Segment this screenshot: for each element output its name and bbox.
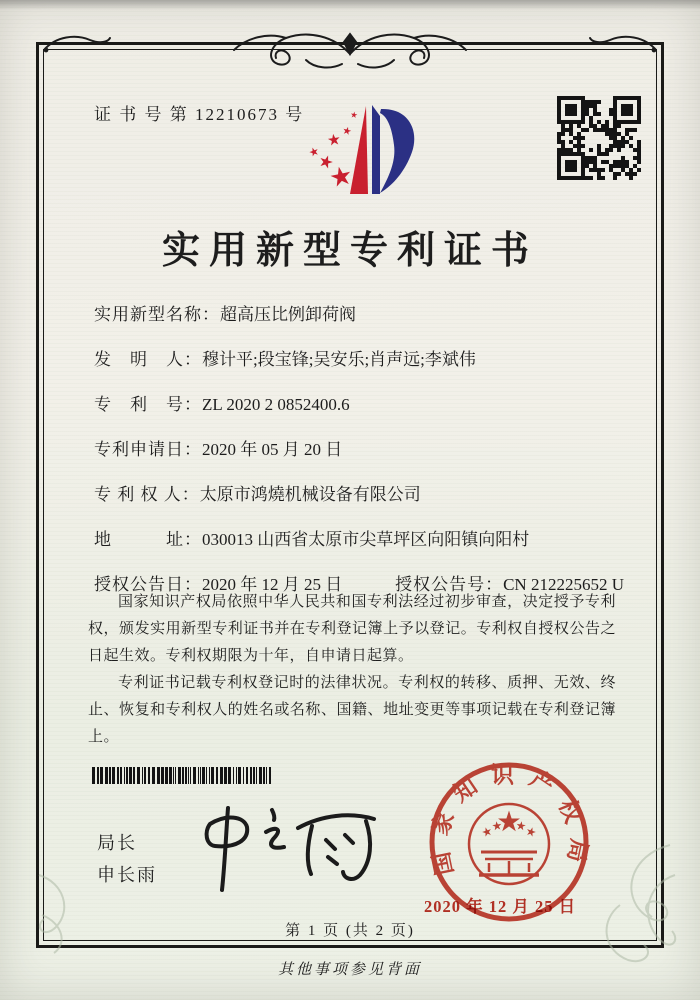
national-emblem-icon [469, 804, 549, 884]
field-inventors [94, 345, 624, 390]
field-label: 专 利 权 人： [94, 485, 200, 504]
field-patent-number [94, 390, 624, 435]
director-signature-icon [198, 802, 383, 894]
field-value: 2020 年 05 月 20 日 [202, 440, 343, 459]
legal-paragraph-2: 专利证书记载专利权登记时的法律状况。专利权的转移、质押、无效、终止、恢复和专利权人的姓名或名称、国籍、地址变更等事项记载在专利登记簿上。 [88, 675, 616, 745]
field-value: 太原市鸿燒机械设备有限公司 [199, 485, 421, 504]
field-label: 专 利 号： [94, 395, 202, 414]
page-indicator: 第 1 页 (共 2 页) [285, 923, 415, 939]
certificate-title: 实用新型专利证书 [161, 230, 538, 272]
field-address [94, 525, 624, 570]
back-note: 其他事项参见背面 [277, 962, 422, 978]
field-label: 专利申请日： [94, 440, 202, 459]
field-label: 实用新型名称： [94, 305, 220, 324]
top-flourish-ornament-icon [230, 20, 470, 78]
qr-code-icon [557, 96, 641, 180]
field-utility-model-name [94, 300, 624, 345]
legal-paragraph-1: 国家知识产权局依照中华人民共和国专利法经过初步审查，决定授予专利权，颁发实用新型专利证书并在专利登记簿上予以登记。专利权自授权公告之日起生效。专利权期限为十年，自申请日起算。 [88, 594, 616, 664]
barcode-icon [92, 767, 272, 784]
certificate-number: 证 书 号 第 12210673 号 [94, 105, 305, 124]
field-filing-date [94, 435, 624, 480]
legal-text [88, 589, 616, 751]
corner-flourish-icon [588, 30, 658, 56]
seal-agency-text: 国家知识产权局 [427, 762, 591, 878]
seal-date: 2020 年 12 月 25 日 [424, 897, 577, 916]
field-value: 超高压比例卸荷阀 [220, 305, 356, 324]
corner-flourish-icon [42, 30, 112, 56]
field-patentee [94, 480, 624, 525]
field-label: 发 明 人： [94, 350, 202, 369]
watermark-swirl-icon [34, 865, 104, 955]
field-value: 穆计平;段宝锋;吴安乐;肖声远;李斌伟 [202, 350, 476, 369]
field-value: CN 212225652 U [503, 575, 624, 594]
field-value: 2020 年 12 月 25 日 [202, 575, 343, 594]
field-value: 030013 山西省太原市尖草坪区向阳镇向阳村 [202, 530, 530, 549]
cnipa-patent-logo-icon [284, 100, 419, 206]
field-label: 地 址： [94, 530, 202, 549]
certificate-fields [94, 300, 624, 615]
signer-title: 局长 [97, 833, 137, 853]
field-label: 授权公告日： [94, 575, 202, 594]
signer-name: 申长雨 [97, 865, 157, 885]
field-label: 授权公告号： [395, 575, 504, 594]
field-value: ZL 2020 2 0852400.6 [202, 395, 350, 414]
